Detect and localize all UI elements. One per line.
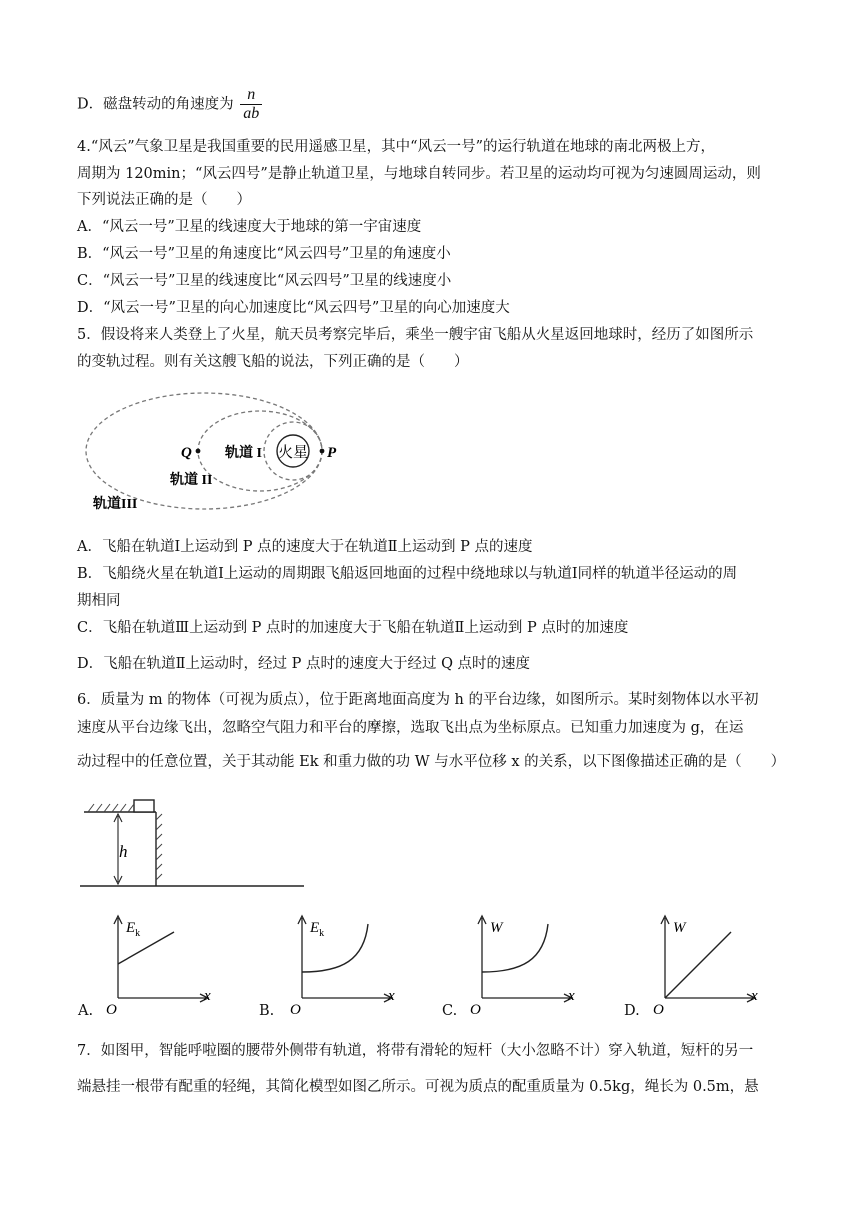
q6-stem-line-3: 动过程中的任意位置，关于其动能 Ek 和重力做的功 W 与水平位移 x 的关系，以下图像描述正确的是（ ） [77,754,786,770]
q5-option-a: A．飞船在轨道Ⅰ上运动到 P 点的速度大于在轨道Ⅱ上运动到 P 点的速度 [77,539,533,555]
q6-option-c-graph [462,910,582,1015]
q5-stem-line-1: 5．假设将来人类登上了火星，航天员考察完毕后，乘坐一艘宇宙飞船从火星返回地球时，经历了如图所示 [77,327,754,343]
q5-option-b-line-1: B．飞船绕火星在轨道Ⅰ上运动的周期跟飞船返回地面的过程中绕地球以与轨道Ⅰ同样的轨道半径运动的周 [77,566,738,582]
q3-option-d-fraction [240,86,262,123]
q4-option-a: A．“风云一号”卫星的线速度大于地球的第一宇宙速度 [77,219,422,235]
q6-option-b-graph [282,910,402,1015]
q6-option-d-graph [645,910,765,1015]
orbit-1-label: 轨道 I [225,446,262,461]
point-p-label: P [327,445,337,461]
q4-stem-line-3: 下列说法正确的是（ ） [77,192,251,208]
fraction-numerator: n [240,86,262,105]
q4-option-c: C．“风云一号”卫星的线速度比“风云四号”卫星的线速度小 [77,273,452,289]
y-axis-label: $E_k$ [310,920,325,939]
q7-stem-line-1: 7．如图甲，智能呼啦圈的腰带外侧带有轨道，将带有滑轮的短杆（大小忽略不计）穿入轨道，短杆的另一 [77,1043,754,1059]
q6-option-b-label: B. [259,1003,275,1019]
block-object [134,800,154,812]
q6-stem-line-2: 速度从平台边缘飞出，忽略空气阻力和平台的摩擦，选取飞出点为坐标原点。已知重力加速度为 g，在运 [77,720,744,736]
point-q-dot [196,449,201,454]
x-axis-label: x [751,988,758,1004]
graph-curve [665,932,731,998]
q6-option-a-label: A. [78,1003,94,1019]
origin-label: O [106,1002,117,1015]
orbit-3-label: 轨道III [93,497,138,512]
x-axis-label: x [388,988,395,1004]
origin-label: O [290,1002,301,1015]
q4-option-d: D．“风云一号”卫星的向心加速度比“风云四号”卫星的向心加速度大 [77,300,510,316]
q3-option-d-text: D．磁盘转动的角速度为 [77,96,234,113]
q4-stem-line-2: 周期为 120min；“风云四号”是静止轨道卫星，与地球自转同步。若卫星的运动均可视为匀速圆周运动，则 [77,166,761,182]
q4-stem-line-1: 4.“风云”气象卫星是我国重要的民用遥感卫星，其中“风云一号”的运行轨道在地球的南北两极上方， [77,139,715,155]
q4-option-b: B．“风云一号”卫星的角速度比“风云四号”卫星的角速度小 [77,246,451,262]
q6-option-c-label: C. [442,1003,458,1019]
q5-option-c: C．飞船在轨道Ⅲ上运动到 P 点时的加速度大于飞船在轨道Ⅱ上运动到 P 点时的加速度 [77,620,629,636]
graph-curve [118,932,174,964]
q3-option-d [77,86,262,123]
y-axis-label: W [673,920,686,936]
y-axis-label: $E_k$ [126,920,141,939]
q5-option-b-line-2: 期相同 [77,593,121,609]
platform-diagram [78,790,308,890]
q6-stem-line-1: 6．质量为 m 的物体（可视为质点），位于距离地面高度为 h 的平台边缘，如图所示。某时刻物体以水平初 [77,692,759,708]
origin-label: O [470,1002,481,1015]
q7-stem-line-2: 端悬挂一根带有配重的轻绳，其简化模型如图乙所示。可视为质点的配重质量为 0.5kg，绳长为 0.5m，悬 [77,1079,759,1095]
q5-option-d: D．飞船在轨道Ⅱ上运动时，经过 P 点时的速度大于经过 Q 点时的速度 [77,656,531,672]
orbit-diagram [78,385,348,520]
q6-option-d-label: D. [624,1003,640,1019]
point-p-dot [320,449,325,454]
x-axis-label: x [204,988,211,1004]
q5-stem-line-2: 的变轨过程。则有关这艘飞船的说法，下列正确的是（ ） [77,354,469,370]
y-axis-label: W [490,920,503,936]
origin-label: O [653,1002,664,1015]
height-label: h [119,842,128,861]
fraction-denominator: ab [243,105,260,122]
mars-label: 火星 [277,445,309,461]
x-axis-label: x [568,988,575,1004]
q6-option-a-graph [98,910,218,1015]
point-q-label: Q [181,445,192,461]
orbit-2-label: 轨道 II [170,473,213,488]
